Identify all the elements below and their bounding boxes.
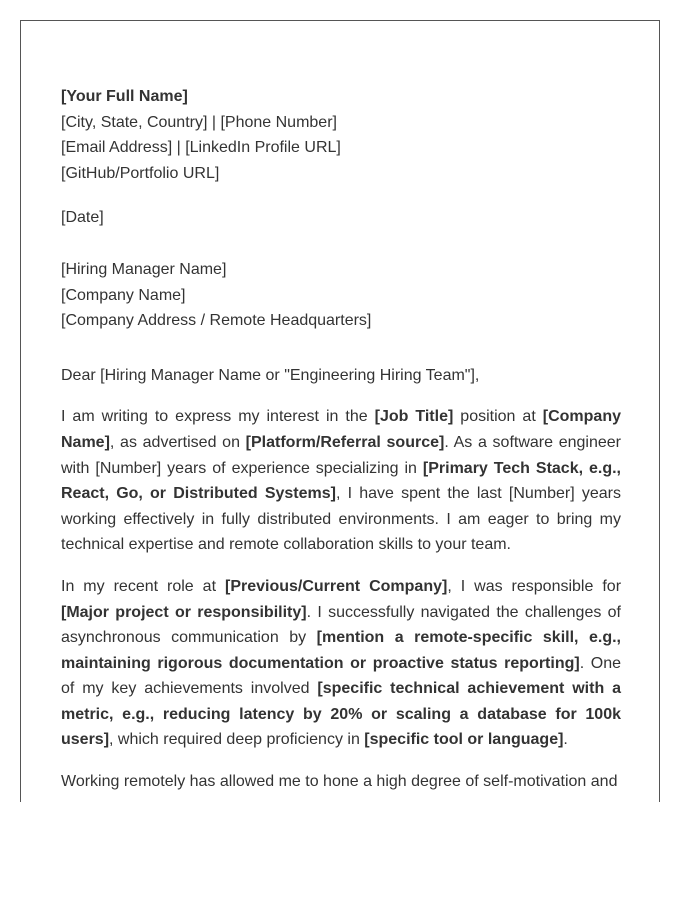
paragraph1-text: position at	[453, 408, 543, 426]
greeting: Dear [Hiring Manager Name or "Engineering Hiring Team"],	[61, 366, 480, 384]
platform-placeholder: [Platform/Referral source]	[245, 433, 445, 451]
paragraph2-text: . One of my key achievements involved	[61, 654, 621, 698]
sender-email-linkedin: [Email Address] | [LinkedIn Profile URL]	[61, 139, 341, 157]
paragraph2-text: In my recent role at	[61, 577, 225, 595]
paragraph3-text: Working remotely has allowed me to hone a high degree of self-motivation and	[61, 773, 618, 791]
tech-stack-placeholder: [Primary Tech Stack, e.g., React, Go, or Distributed Systems]	[61, 459, 621, 503]
remote-skill-placeholder: [mention a remote-specific skill, e.g., maintaining rigorous documentation or proactive status reporting]	[61, 629, 622, 672]
letter-content	[61, 84, 621, 795]
sender-location-phone: [City, State, Country] | [Phone Number]	[61, 113, 337, 131]
recipient-manager-name: [Hiring Manager Name]	[61, 260, 227, 278]
tool-language-placeholder: [specific tool or language]	[364, 731, 564, 749]
paragraph-experience	[61, 574, 621, 753]
paragraph-introduction	[61, 404, 621, 558]
paragraph1-text: . As a software engineer with [Number] years of experience specializing in	[61, 433, 622, 477]
achievement-placeholder: [specific technical achievement with a metric, e.g., reducing latency by 20% or scaling a database for 100k users]	[61, 680, 622, 749]
previous-company-placeholder: [Previous/Current Company]	[224, 577, 448, 595]
paragraph1-text: , as advertised on	[109, 433, 246, 451]
company-name-placeholder: [Company Name]	[61, 408, 621, 451]
paragraph2-text: , I was responsible for	[447, 577, 622, 595]
letter-page	[20, 20, 660, 802]
paragraph2-text: .	[563, 731, 568, 749]
paragraph2-text: , which required deep proficiency in	[109, 731, 365, 749]
major-project-placeholder: [Major project or responsibility]	[61, 603, 307, 621]
paragraph-remote-work	[61, 769, 621, 795]
job-title-placeholder: [Job Title]	[374, 408, 454, 426]
sender-full-name: [Your Full Name]	[61, 88, 188, 105]
recipient-company-address: [Company Address / Remote Headquarters]	[61, 312, 372, 330]
recipient-company-name: [Company Name]	[61, 286, 186, 304]
paragraph1-text: , I have spent the last [Number] years working effectively in fully distributed environments. I am eager to bring my technical expertise and remote collaboration skills to your team.	[61, 485, 622, 554]
sender-portfolio: [GitHub/Portfolio URL]	[61, 164, 220, 182]
paragraph2-text: . I successfully navigated the challenges of asynchronous communication by	[61, 603, 621, 647]
letter-date: [Date]	[61, 209, 104, 227]
paragraph1-text: I am writing to express my interest in the	[61, 408, 375, 426]
